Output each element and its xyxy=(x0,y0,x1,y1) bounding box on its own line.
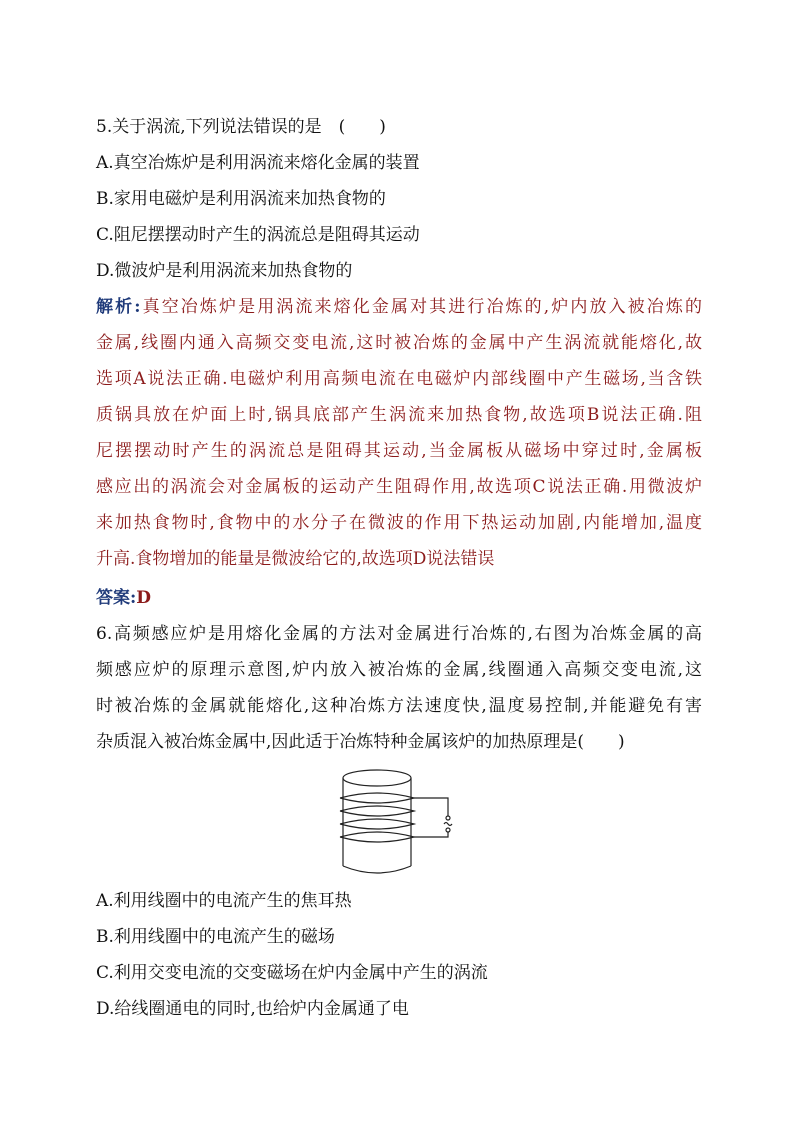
q5-analysis-line-5: 尼摆摆动时产生的涡流总是阻碍其运动,当金属板从磁场中穿过时,金属板 xyxy=(96,441,702,461)
q5-analysis-line-4: 质锅具放在炉面上时,锅具底部产生涡流来加热食物,故选项B说法正确.阻 xyxy=(96,405,702,425)
induction-furnace-diagram xyxy=(330,768,470,880)
q6-option-a: A.利用线圈中的电流产生的焦耳热 xyxy=(96,891,352,911)
ac-terminal-bottom xyxy=(446,828,450,832)
coil-lead-bottom xyxy=(414,832,448,837)
coil-turn-3 xyxy=(340,819,414,829)
coil-turn-2 xyxy=(340,806,414,816)
answer-label: 答案: xyxy=(96,588,137,608)
coil-lead-top xyxy=(414,798,448,816)
q5-answer xyxy=(96,587,702,609)
q5-option-a: A.真空冶炼炉是利用涡流来熔化金属的装置 xyxy=(96,153,420,173)
q5-option-d: D.微波炉是利用涡流来加热食物的 xyxy=(96,261,353,281)
q5-analysis-line-8: 升高.食物增加的能量是微波给它的,故选项D说法错误 xyxy=(96,549,495,569)
q5-stem: 5.关于涡流,下列说法错误的是 ( ) xyxy=(96,117,386,137)
q5-analysis-line-6: 感应出的涡流会对金属板的运动产生阻碍作用,故选项C说法正确.用微波炉 xyxy=(96,477,702,497)
q6-option-b: B.利用线圈中的电流产生的磁场 xyxy=(96,927,335,947)
q6-option-d: D.给线圈通电的同时,也给炉内金属通了电 xyxy=(96,999,409,1019)
coil-turn-4 xyxy=(340,832,414,842)
q5-analysis-line-2: 金属,线圈内通入高频交变电流,这时被冶炼的金属中产生涡流就能熔化,故 xyxy=(96,333,702,353)
furnace-top-ellipse xyxy=(343,770,411,786)
q5-analysis-line-7: 来加热食物时,食物中的水分子在微波的作用下热运动加剧,内能增加,温度 xyxy=(96,513,702,533)
analysis-text: 真空冶炼炉是用涡流来熔化金属对其进行冶炼的,炉内放入被冶炼的 xyxy=(140,297,702,317)
q6-option-c: C.利用交变电流的交变磁场在炉内金属中产生的涡流 xyxy=(96,963,488,983)
q6-stem-line-1: 6.高频感应炉是用熔化金属的方法对金属进行冶炼的,右图为冶炼金属的高 xyxy=(96,624,702,644)
q6-stem-line-4: 杂质混入被冶炼金属中,因此适于冶炼特种金属该炉的加热原理是( ) xyxy=(96,732,625,752)
q5-option-c: C.阻尼摆摆动时产生的涡流总是阻碍其运动 xyxy=(96,225,420,245)
q6-stem-line-3: 时被冶炼的金属就能熔化,这种冶炼方法速度快,温度易控制,并能避免有害 xyxy=(96,696,702,716)
answer-value: D xyxy=(136,588,152,608)
q5-option-b: B.家用电磁炉是利用涡流来加热食物的 xyxy=(96,189,386,209)
analysis-label: 解析: xyxy=(96,297,141,317)
q5-analysis-line-1 xyxy=(96,296,702,318)
ac-terminal-top xyxy=(446,816,450,820)
coil-turn-1 xyxy=(340,793,414,803)
furnace-bottom-arc xyxy=(343,866,411,873)
q5-analysis-line-3: 选项A说法正确.电磁炉利用高频电流在电磁炉内部线圈中产生磁场,当含铁 xyxy=(96,369,702,389)
q6-stem-line-2: 频感应炉的原理示意图,炉内放入被冶炼的金属,线圈通入高频交变电流,这 xyxy=(96,660,702,680)
ac-symbol-icon xyxy=(444,823,452,826)
